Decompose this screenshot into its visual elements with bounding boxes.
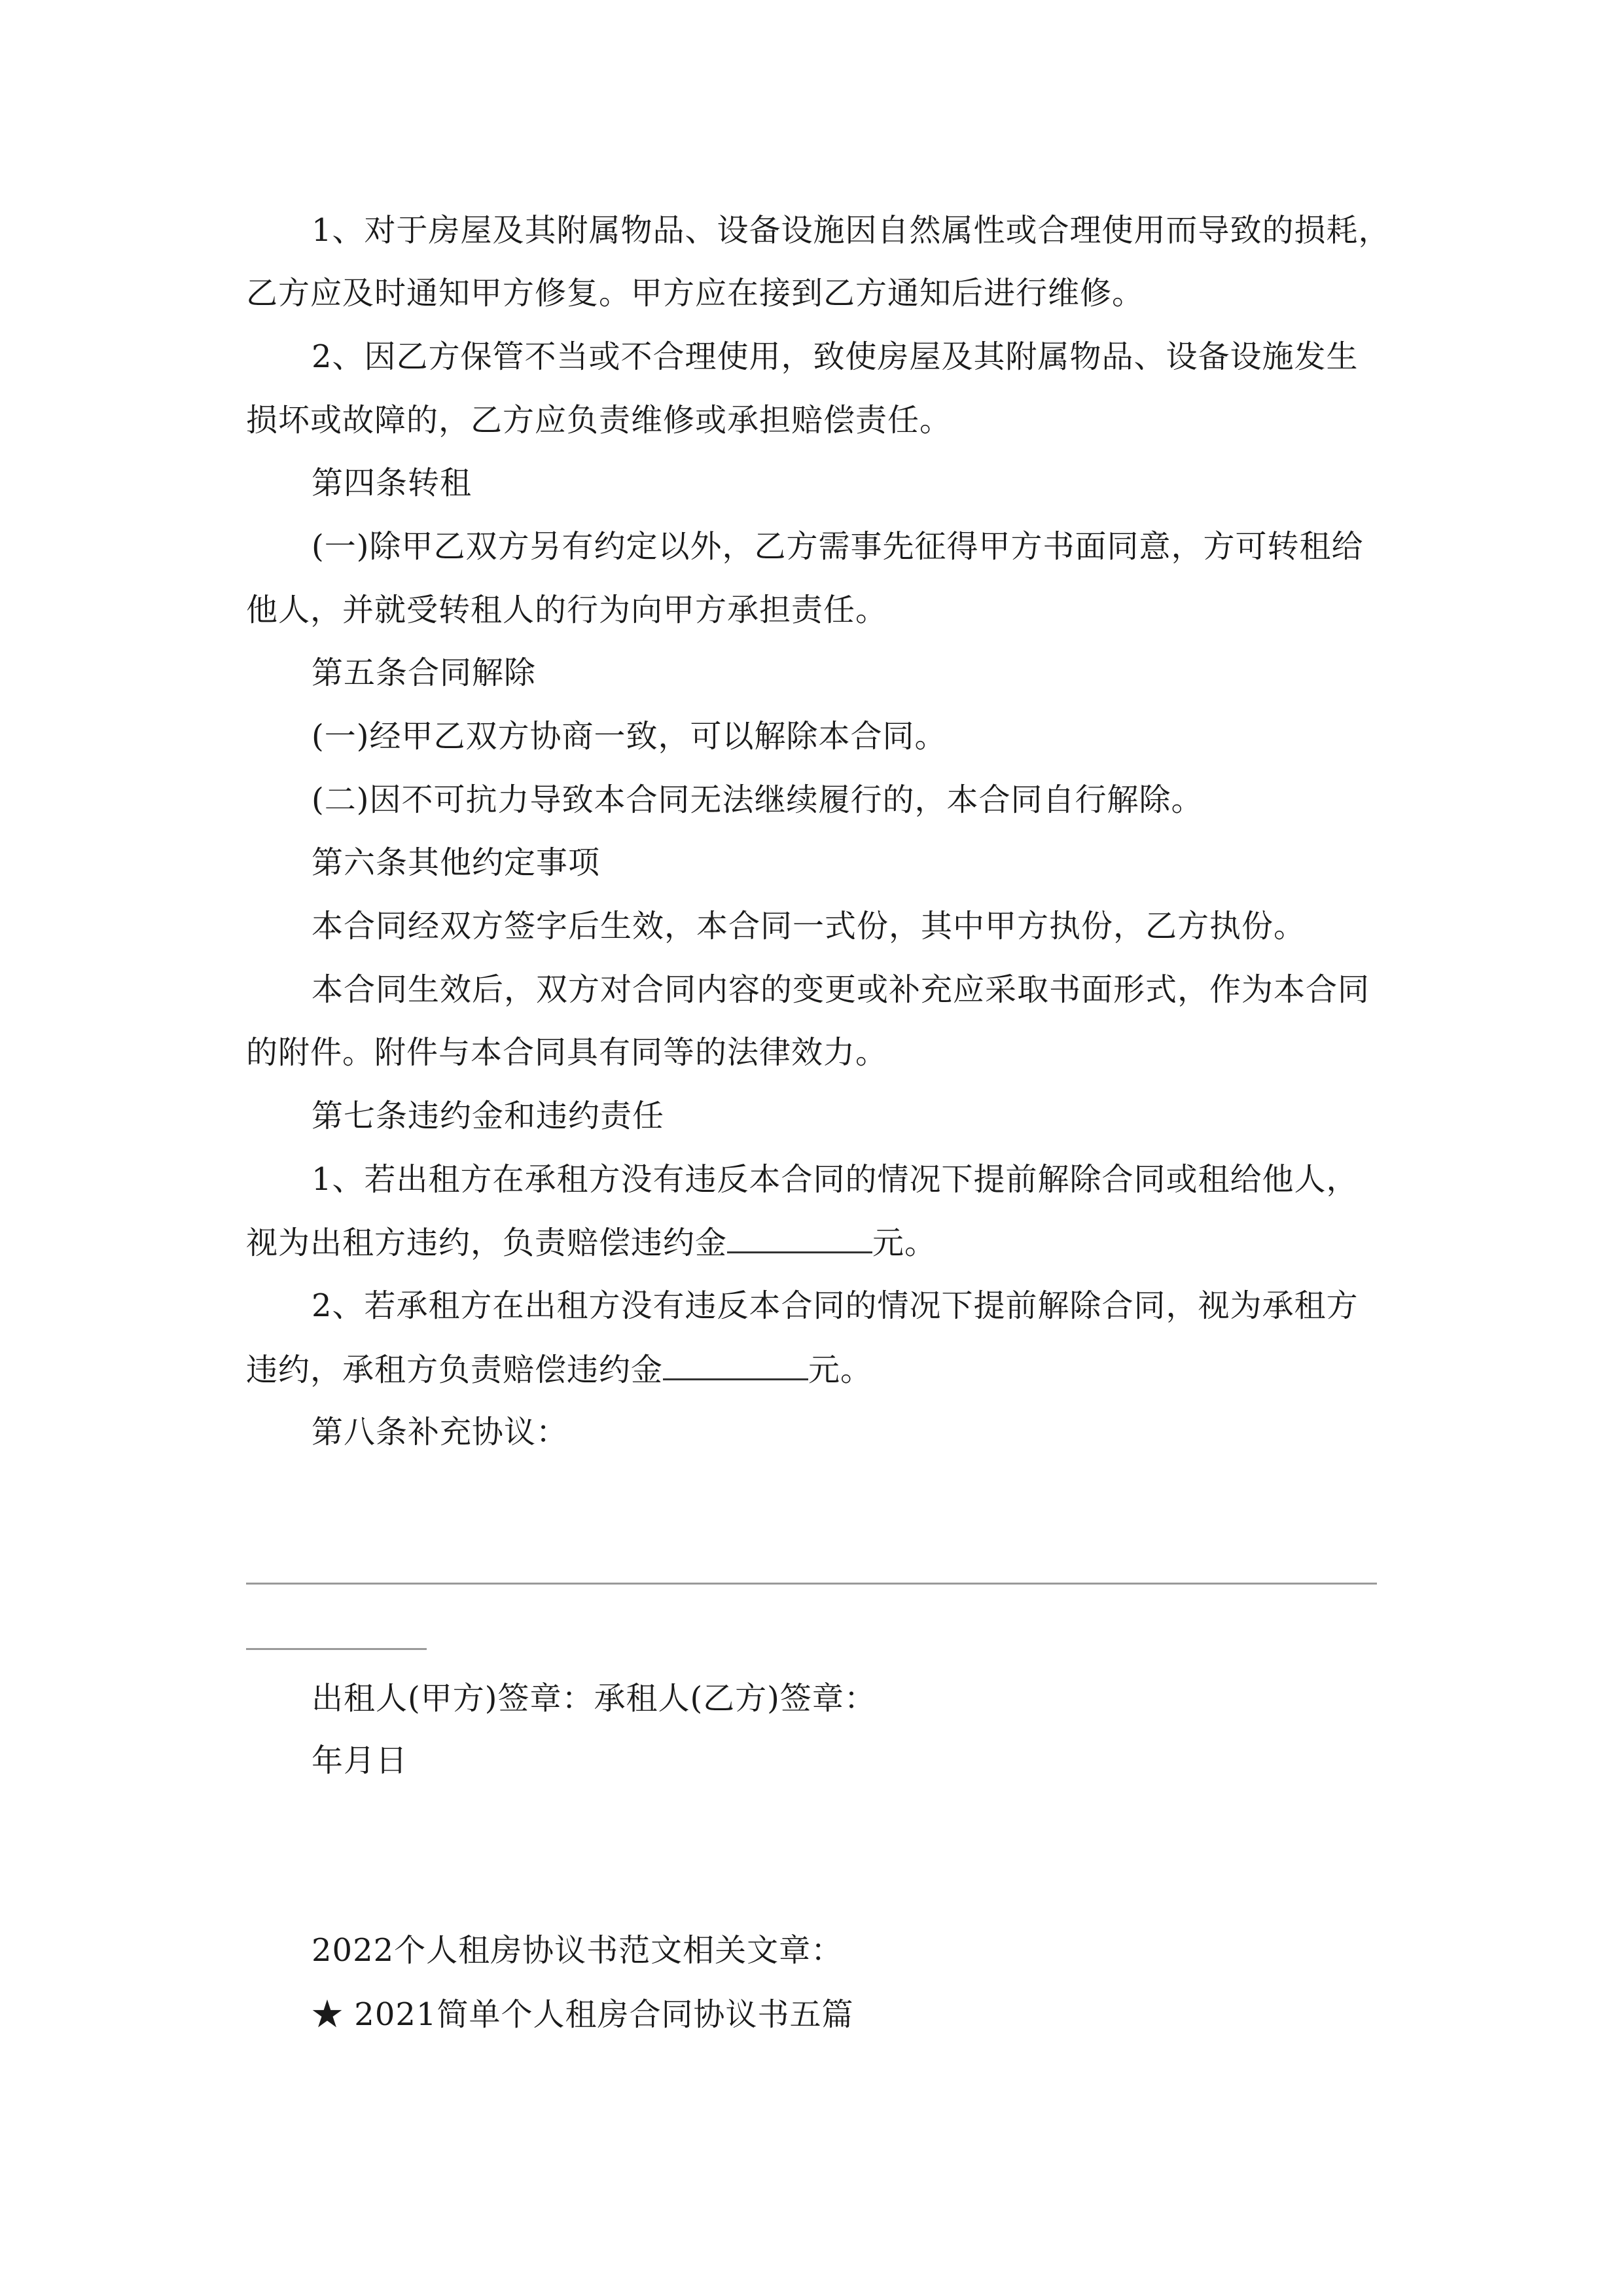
article-5-heading: 第五条合同解除 [312,655,537,691]
clause-3-2-line-1: 2、因乙方保管不当或不合理使用，致使房屋及其附属物品、设备设施发生 [312,338,1359,375]
article-4-heading: 第四条转租 [312,465,473,501]
supplement-rule-long [246,1583,1377,1585]
clause-6-2-line-1: 本合同生效后，双方对合同内容的变更或补充应采取书面形式，作为本合同 [312,971,1370,1008]
signature-line: 出租人(甲方)签章：承租人(乙方)签章： [312,1680,876,1717]
article-6-heading: 第六条其他约定事项 [312,844,601,881]
article-8-heading: 第八条补充协议： [312,1414,569,1450]
related-article-link[interactable]: 2021简单个人租房合同协议书五篇 [354,1996,854,2033]
clause-7-1-line-2 [246,1223,1378,1263]
clause-4-1-line-1: (一)除甲乙双方另有约定以外，乙方需事先征得甲方书面同意，方可转租给 [312,528,1364,565]
clause-3-1-line-2: 乙方应及时通知甲方修复。甲方应在接到乙方通知后进行维修。 [246,275,1145,312]
star-icon: ★ [312,1996,344,2033]
article-7-heading: 第七条违约金和违约责任 [312,1098,665,1134]
clause-7-1-line-1: 1、若出租方在承租方没有违反本合同的情况下提前解除合同或租给他人， [312,1161,1359,1198]
clause-7-1-text: 视为出租方违约，负责赔偿违约金 [246,1225,728,1261]
clause-5-2: (二)因不可抗力导致本合同无法继续履行的，本合同自行解除。 [312,781,1204,818]
clause-5-1: (一)经甲乙双方协商一致，可以解除本合同。 [312,718,947,755]
clause-7-1-unit: 元。 [872,1225,937,1261]
clause-7-2-line-1: 2、若承租方在出租方没有违反本合同的情况下提前解除合同，视为承租方 [312,1287,1359,1324]
clause-7-2-text: 违约，承租方负责赔偿违约金 [246,1352,664,1388]
related-articles-heading: 2022个人租房协议书范文相关文章： [312,1932,844,1969]
penalty-amount-blank [727,1223,872,1253]
clause-3-1-line-1: 1、对于房屋及其附属物品、设备设施因自然属性或合理使用而导致的损耗， [312,212,1391,249]
clause-6-2-line-2: 的附件。附件与本合同具有同等的法律效力。 [246,1034,888,1071]
clause-6-1: 本合同经双方签字后生效，本合同一式份，其中甲方执份，乙方执份。 [312,908,1306,944]
penalty-amount-blank [663,1350,808,1380]
related-article-item[interactable] [312,1995,1444,2034]
clause-7-2-line-2 [246,1350,1378,1390]
signature-date: 年月日 [312,1742,408,1779]
clause-7-2-unit: 元。 [808,1352,873,1388]
clause-3-2-line-2: 损坏或故障的，乙方应负责维修或承担赔偿责任。 [246,402,952,439]
clause-4-1-line-2: 他人，并就受转租人的行为向甲方承担责任。 [246,592,888,628]
supplement-rule-short [246,1648,427,1650]
